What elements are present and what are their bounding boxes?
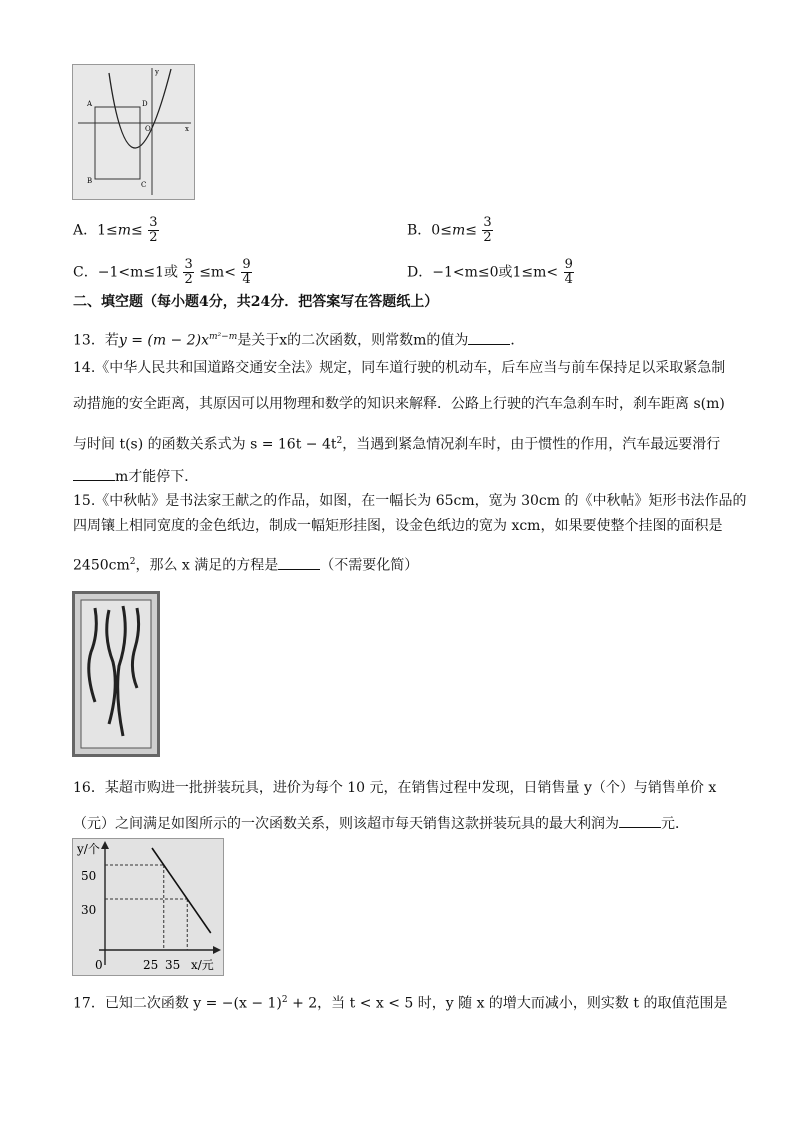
question-15-line-3: $2450cm^2$，那么 x 满足的方程是 （不需要化简） xyxy=(73,557,419,574)
q12-graph xyxy=(73,65,194,199)
question-14-line-2: 动措施的安全距离，其原因可以用物理和数学的知识来解释．公路上行驶的汽车急刹车时，刹车距离 s(m) xyxy=(73,396,725,412)
series-line xyxy=(152,848,211,933)
x-tick-25: 25 xyxy=(143,958,159,972)
question-17: 17．已知二次函数 $y = -(x - 1)^2 + 2$，当 t < x < 5 时，y 随 x 的增大而减小，则实数 t 的取值范围是 xyxy=(73,995,728,1012)
question-13: 13．若$y = (m - 2)x^{m^2-m}$是关于x的二次函数，则常数m的值为 ． xyxy=(73,332,525,349)
q16-chart xyxy=(73,839,223,975)
question-16-line-1: 16．某超市购进一批拼装玩具，进价为每个 10 元，在销售过程中发现，日销售量 y（个）与销售单价 x xyxy=(73,780,717,796)
x-tick-35: 35 xyxy=(165,958,181,972)
y-tick-50: 50 xyxy=(81,869,97,883)
origin-label: 0 xyxy=(95,958,103,972)
q12-label-y: y xyxy=(155,68,159,76)
q12-label-B: B xyxy=(87,177,93,185)
calligraphy-strokes xyxy=(75,594,157,754)
x-axis-label: x/元 xyxy=(191,958,214,972)
calligraphy-image xyxy=(72,591,160,757)
question-14-line-4: m才能停下． xyxy=(73,467,198,487)
question-15-line-1: 15.《中秋帖》是书法家王献之的作品，如图，在一幅长为 65cm，宽为 30cm 的《中秋帖》矩形书法作品的 xyxy=(73,493,747,509)
question-15-line-2: 四周镶上相同宽度的金色纸边，制成一幅矩形挂图，设金色纸边的宽为 xcm，如果要使整个挂图的面积是 xyxy=(73,518,723,534)
q16-graph xyxy=(72,838,224,976)
answer-blank[interactable] xyxy=(278,557,320,570)
option-a: A．1≤m≤ $\frac{3}{2}$ xyxy=(73,215,158,245)
q12-label-O: O xyxy=(145,125,151,133)
option-b: B．0≤m≤ $\frac{3}{2}$ xyxy=(407,215,492,245)
q12-label-C: C xyxy=(141,181,147,189)
q12-label-A: A xyxy=(87,100,93,108)
q12-label-x: x xyxy=(185,125,189,133)
answer-blank[interactable] xyxy=(619,815,661,828)
answer-blank[interactable] xyxy=(73,468,115,481)
q12-figure xyxy=(72,64,195,200)
y-tick-30: 30 xyxy=(81,903,97,917)
y-axis-label: y/个 xyxy=(77,842,100,856)
question-16-line-2: （元）之间满足如图所示的一次函数关系，则该超市每天销售这款拼装玩具的最大利润为 元． xyxy=(73,816,689,832)
question-14-line-1: 14.《中华人民共和国道路交通安全法》规定，同车道行驶的机动车，后车应当与前车保持足以采取紧急制 xyxy=(73,360,726,376)
section-title: 二、填空题（每小题4分，共24分．把答案写在答题纸上） xyxy=(73,294,439,310)
answer-blank[interactable] xyxy=(468,332,510,345)
option-d: D．−1<m≤0或1≤m< $\frac{9}{4}$ xyxy=(407,257,573,287)
option-c: C．−1<m≤1或 $\frac{3}{2}$ ≤m< $\frac{9}{4}$ xyxy=(73,257,251,287)
q12-label-D: D xyxy=(142,100,148,108)
question-14-line-3: 与时间 t(s) 的函数关系式为 $s = 16t - 4t^2$，当遇到紧急情况刹车时，由于惯性的作用，汽车最远要滑行 xyxy=(73,436,721,453)
